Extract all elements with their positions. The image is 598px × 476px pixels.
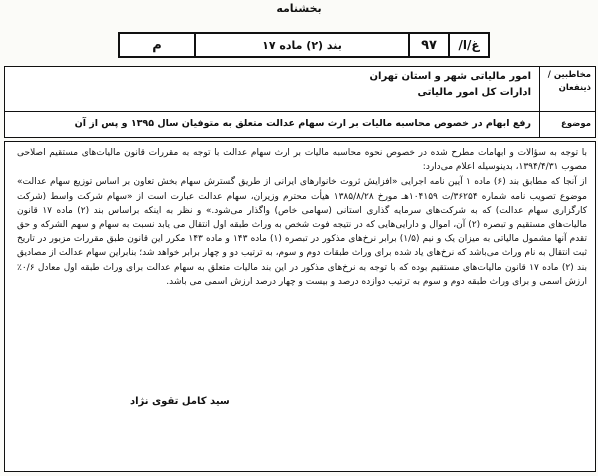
audience-label: مخاطبین / ذینفعان	[539, 67, 595, 111]
body-paragraph-2: از آنجا که مطابق بند (۶) ماده ۱ آیین نامه اجرایی «افزایش ثروت خانوارهای ایرانی از طریق گسترش سهام بخش تعاون بر اساس توزیع سهام عدالت» موضوع تصویب نامه شماره ۳۶۲۵۴/ت ۱۰۴۱۵۹هـ مورخ ۱۳۸۵/۸/۲۸ هیأت محترم وزیران، سهام عدالت عبارت است از «سهام شرکت واسط (شرکت کارگزاری سهام عدالت) که به شرکت‌های سرمایه گذاری استانی (سهامی خاص) واگذار می‌شود.» و نظر به اینکه براساس بند (۲) ماده ۱۷ قانون مالیات‌های مستقیم و تبصره (۲) آن، اموال و دارایی‌هایی که در نتیجه فوت شخص به وراث طبقه اول انتقال می یابد نسبت به سهام و سهم الشرکه و حق تقدم آنها مشمول مالیاتی به میزان یک و نیم (۱/۵) برابر نرخ‌های مذکور در تبصره (۱) ماده ۱۴۳ و ماده ۱۴۳ مکرر این قانون طبق مقررات مزبور در تاریخ ثبت انتقال به نام وراث می‌باشد که نرخ‌های یاد شده برای وراث طبقات دوم و سوم، به ترتیب دو و چهار برابر خواهد شد؛ بنابراین سهام عدالت از مصادیق بند (۲) ماده ۱۷ قانون مالیات‌های مستقیم بوده که با توجه به نرخ‌های مذکور در این بند مالیات متعلق به سهام عدالت برای وراث طبقه اول معادل ۰/۶٪ ارزش اسمی و برای وراث طبقه دوم و سوم به ترتیب دوازده درصد و بیست و چهار درصد ارزش اسمی می باشد.	[17, 177, 588, 287]
audience-line-1: امور مالیاتی شهر و استان تهران	[369, 71, 531, 82]
reference-code: غ/ا/	[448, 34, 488, 56]
reference-clause: بند (۲) ماده ۱۷	[194, 34, 408, 56]
reference-strip	[118, 32, 490, 58]
subject-text: رفع ابهام در خصوص محاسبه مالیات بر ارث سهام عدالت متعلق به متوفیان سال ۱۳۹۵ و پس از آن	[74, 118, 531, 129]
body-section	[4, 141, 596, 472]
subject-label: موضوع	[539, 112, 595, 137]
audience-line-2: ادارات کل امور مالیاتی	[417, 87, 531, 98]
subject-row	[5, 112, 595, 137]
signature-name: سید کامل تقوی نژاد	[130, 396, 230, 407]
reference-number: ۹۷	[408, 34, 448, 56]
reference-letter: م	[152, 37, 162, 53]
body-text	[17, 146, 587, 290]
audience-row	[5, 67, 595, 112]
document-heading: بخشنامه	[276, 2, 322, 15]
body-paragraph-1: با توجه به سؤالات و ابهامات مطرح شده در خصوص نحوه محاسبه مالیات بر ارث سهام عدالت با توجه به مقررات قانون مالیات‌های مستقیم اصلاحی مصوب ۱۳۹۴/۴/۳۱، بدینوسیله اعلام می‌دارد:	[17, 148, 587, 173]
header-table	[4, 66, 596, 138]
audience-content	[5, 67, 539, 111]
